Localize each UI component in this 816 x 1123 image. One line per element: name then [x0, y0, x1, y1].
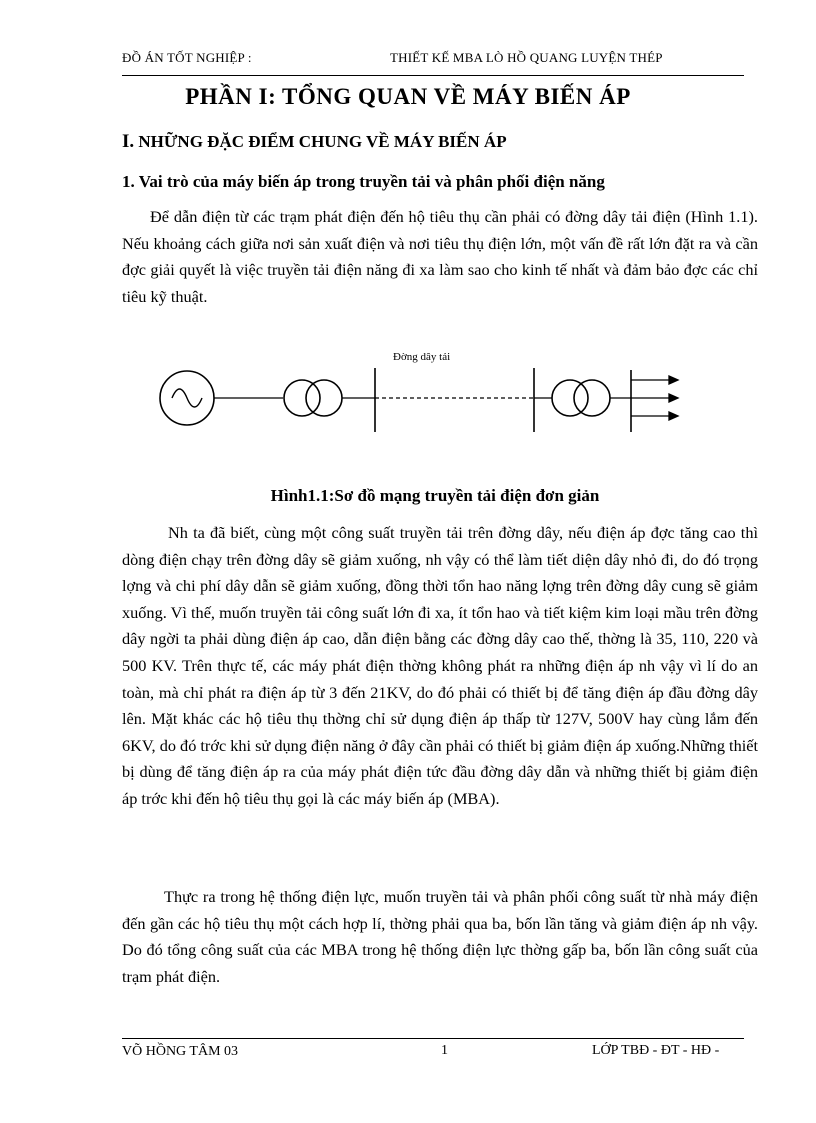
header-rule: [122, 75, 744, 76]
paragraph-3: [122, 884, 758, 990]
page-number: 1: [441, 1043, 448, 1058]
transmission-diagram: [150, 340, 690, 440]
footer-rule: [122, 1038, 744, 1039]
paragraph-1: [122, 204, 758, 310]
line-label: Đờng dây tải: [393, 351, 451, 363]
step-down-transformer-secondary: [574, 380, 610, 416]
footer-author: VÕ HỒNG TÂM 03: [122, 1044, 239, 1059]
section-number: I.: [122, 131, 135, 152]
paragraph-2-text: Nh ta đã biết, cùng một công suất truyền tải trên đờng dây, nếu điện áp đợc tăng cao thì dòng điện chạy trên đờng dây sẽ giảm xuống, nh vậy có thể làm tiết diện dây nhỏ đi, do đó trọng lợng và chi phí dây dẫn sẽ giảm xuống, đồng thời tổn hao năng lợng trên đờng dây cung sẽ giảm xuống. Vì thế, muốn truyền tải công suất lớn đi xa, ít tổn hao và tiết kiệm kim loại mầu trên đờng dây ngời ta phải dùng điện áp cao, dẫn điện bằng các đờng dây cao thế, thờng là 35, 110, 220 và 500 KV. Trên thực tế, các máy phát điện thờng không phát ra những điện áp nh vậy vì lí do an toàn, mà chỉ phát ra điện áp từ 3 đến 21KV, do đó phải có thiết bị để tăng điện áp đầu đờng dây lên. Mặt khác các hộ tiêu thụ thờng chỉ sử dụng điện áp thấp từ 127V, 500V hay cùng lắm đến 6KV, do đó trớc khi sử dụng điện năng ở đây cần phải có thiết bị giảm điện áp xuống.Những thiết bị dùng để tăng điện áp ra của máy phát điện tức đầu đờng dây dẫn và những thiết bị giảm điện áp trớc khi đến hộ tiêu thụ gọi là các máy biến áp (MBA).: [122, 523, 758, 808]
section-heading: [122, 131, 507, 153]
paragraph-3-text: Thực ra trong hệ thống điện lực, muốn truyền tải và phân phối công suất từ nhà máy điện đến gần các hộ tiêu thụ một cách hợp lí, thờng phải qua ba, bốn lần tăng và giảm điện áp nh vậy. Do đó tổng công suất của các MBA trong hệ thống điện lực thờng gấp ba, bốn lần công suất của trạm phát điện.: [122, 887, 758, 986]
header-left: ĐỒ ÁN TỐT NGHIỆP :: [122, 50, 252, 65]
paragraph-1-text: Để dẫn điện từ các trạm phát điện đến hộ tiêu thụ cần phải có đờng dây tải điện (Hình 1.1). Nếu khoảng cách giữa nơi sản xuất điện và nơi tiêu thụ điện lớn, một vấn đề rất lớn đặt ra và cần đợc giải quyết là việc truyền tải điện năng đi xa làm sao cho kinh tế nhất và đảm bảo đợc các chỉ tiêu kỹ thuật.: [122, 207, 758, 306]
paragraph-2: [122, 520, 758, 813]
header-right: THIẾT KẾ MBA LÒ HỒ QUANG LUYỆN THÉP: [390, 50, 663, 65]
step-down-transformer-primary: [552, 380, 588, 416]
step-up-transformer-secondary: [306, 380, 342, 416]
figure-caption: Hình1.1:Sơ đồ mạng truyền tải điện đơn giản: [270, 486, 600, 505]
section-title: NHỮNG ĐẶC ĐIỂM CHUNG VỀ MÁY BIẾN ÁP: [138, 132, 507, 151]
step-up-transformer-primary: [284, 380, 320, 416]
page-title: PHẦN I: TỔNG QUAN VỀ MÁY BIẾN ÁP: [185, 84, 631, 109]
subsection-heading: 1. Vai trò của máy biến áp trong truyền tải và phân phối điện năng: [122, 172, 605, 191]
footer-class: LỚP TBĐ - ĐT - HĐ -: [592, 1043, 720, 1058]
load-arrows: [631, 376, 678, 420]
sine-wave: [172, 389, 202, 407]
